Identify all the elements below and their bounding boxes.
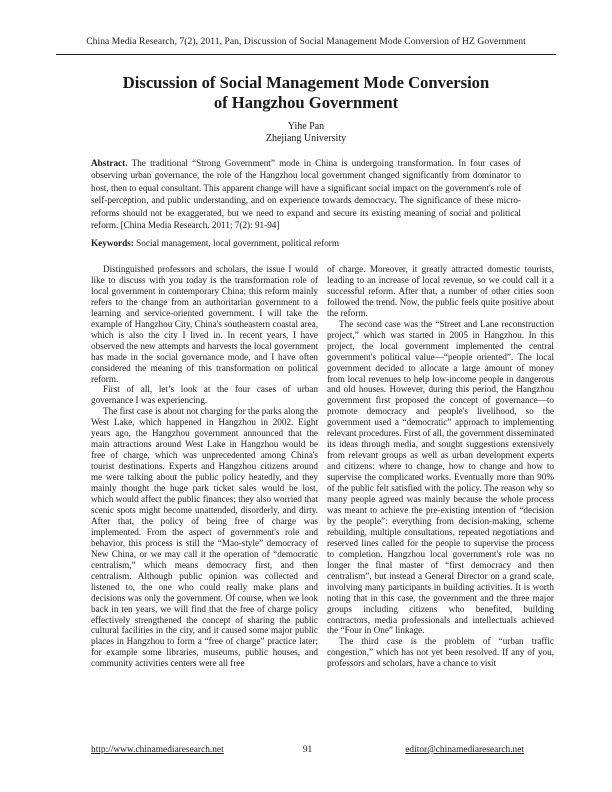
body-paragraph: First of all, let’s look at the four cases of urban governance I was experiencing. xyxy=(91,384,318,406)
body-paragraph: Distinguished professors and scholars, the issue I would like to discuss with you today is the transformation role of local government in contemporary China; this reform mainly refers to the change from an authoritarian government to a learning and service-oriented government. I will take the example of Hangzhou City, China's southeastern coastal area, which is also the city I lived in. In recent years, I have observed the new attempts and harvests the local government has made in the social governance mode, and I have often considered the meaning of this transformation on political reform. xyxy=(91,264,318,384)
body-column-right xyxy=(327,264,554,669)
keywords xyxy=(91,237,521,249)
footer-email-link[interactable]: editor@chinamediaresearch.net xyxy=(405,745,524,755)
body-column-left xyxy=(91,264,318,669)
keywords-text: Social management, local government, political reform xyxy=(136,238,339,248)
body-paragraph: The first case is about not charging for the parks along the West Lake, which happened in Hangzhou in 2002. Eight years ago, the Hangzhou government announced that the main attractions around West Lake in Hangzhou would be free of charge, which was unprecedented among China's tourist destinations. Experts and Hangzhou citizens around me were talking about the public policy heatedly, and they mainly thought the huge park ticket sales would be lost, which would affect the public finances; they also worried that scenic spots might become unattended, disorderly, and dirty. After that, the policy of being free of charge was implemented. From the aspect of government's role and behavior, this process is still the “Mao-style” democracy of New China, or we may call it the operation of “democratic centralism,” which means democracy first, and then centralism. Although public opinion was collected and listened to, the one who could really make plans and decisions was only the government. Of course, when we look back in ten years, we will find that the free of charge policy effectively strengthened the concept of sharing the public cultural facilities in the city, and it caused some major public places in Hangzhou to form a “free of charge” practice later; for example some libraries, museums, public houses, and community activities centers were all free xyxy=(91,406,318,669)
running-head: China Media Research, 7(2), 2011, Pan, Discussion of Social Management Mode Conversion of HZ Government xyxy=(86,36,526,47)
footer-website-link[interactable]: http://www.chinamediaresearch.net xyxy=(91,745,224,755)
abstract xyxy=(91,157,521,231)
keywords-label: Keywords: xyxy=(91,238,134,248)
author-affiliation: Zhejiang University xyxy=(265,133,347,144)
page-number: 91 xyxy=(302,745,313,755)
page-footer xyxy=(91,745,524,759)
author-name: Yihe Pan xyxy=(287,121,325,132)
paper-title-line-1: Discussion of Social Management Mode Conversion xyxy=(122,73,490,92)
body-paragraph: The second case was the “Street and Lane reconstruction project,” which was started in 2005 in Hangzhou. In this project, the local government implemented the central government's political value—“people oriented”. The local government decided to allocate a large amount of money from local revenues to help low-income people in dangerous and old houses. However, during this period, the Hangzhou government first proposed the concept of governance—to promote democracy and people's livelihood, so the government used a “democratic” approach to implementing relevant procedures. First of all, the government disseminated its ideas through media, and sought suggestions extensively from relevant groups as well as urban development experts and citizens: where to change, how to change and how to supervise the complicated works. Eventually more than 90% of the public felt satisfied with the policy. The reason why so many people agreed was mainly because the whole process was meant to achieve the pre-existing intention of “decision by the people”: everything from decision-making, scheme rebuilding, multiple consultations, repeated negotiations and reserved lines called for the people to supervise the process to completion. Hangzhou local government's role was no longer the final master of “first democracy and then centralism”, but instead a General Director on a grand scale, involving many participants in building activities. It is worth noting that in this case, the government and the three major groups including citizens who benefited, building contractors, media professionals and intellectuals achieved the “Four in One” linkage. xyxy=(327,318,554,636)
paper-title xyxy=(56,73,556,113)
header-rule xyxy=(56,54,556,55)
abstract-label: Abstract. xyxy=(91,158,128,168)
body-paragraph: The third case is the problem of “urban traffic congestion,” which has not yet been resolved. If any of you, professors and scholars, have a chance to visit xyxy=(327,636,554,669)
body-paragraph-continued: of charge. Moreover, it greatly attracted domestic tourists, leading to an increase of local revenue, so we could call it a successful reform. After that, a number of other cities soon followed the trend. Now, the public feels quite positive about the reform. xyxy=(327,264,554,318)
paper-title-line-2: of Hangzhou Government xyxy=(213,93,399,112)
abstract-text: The traditional “Strong Government” mode in China is undergoing transformation. In four cases of observing urban governance, the role of the Hangzhou local government changed significantly from dominator to host, then to equal consultant. This apparent change will have a significant social impact on the government's role of self-perception, and public understanding, and on experience towards democracy. The significance of these micro-reforms should not be exaggerated, but we need to expand and secure its existing meaning of social and political reform. [China Media Research. 2011; 7(2): 91-94] xyxy=(91,158,521,231)
